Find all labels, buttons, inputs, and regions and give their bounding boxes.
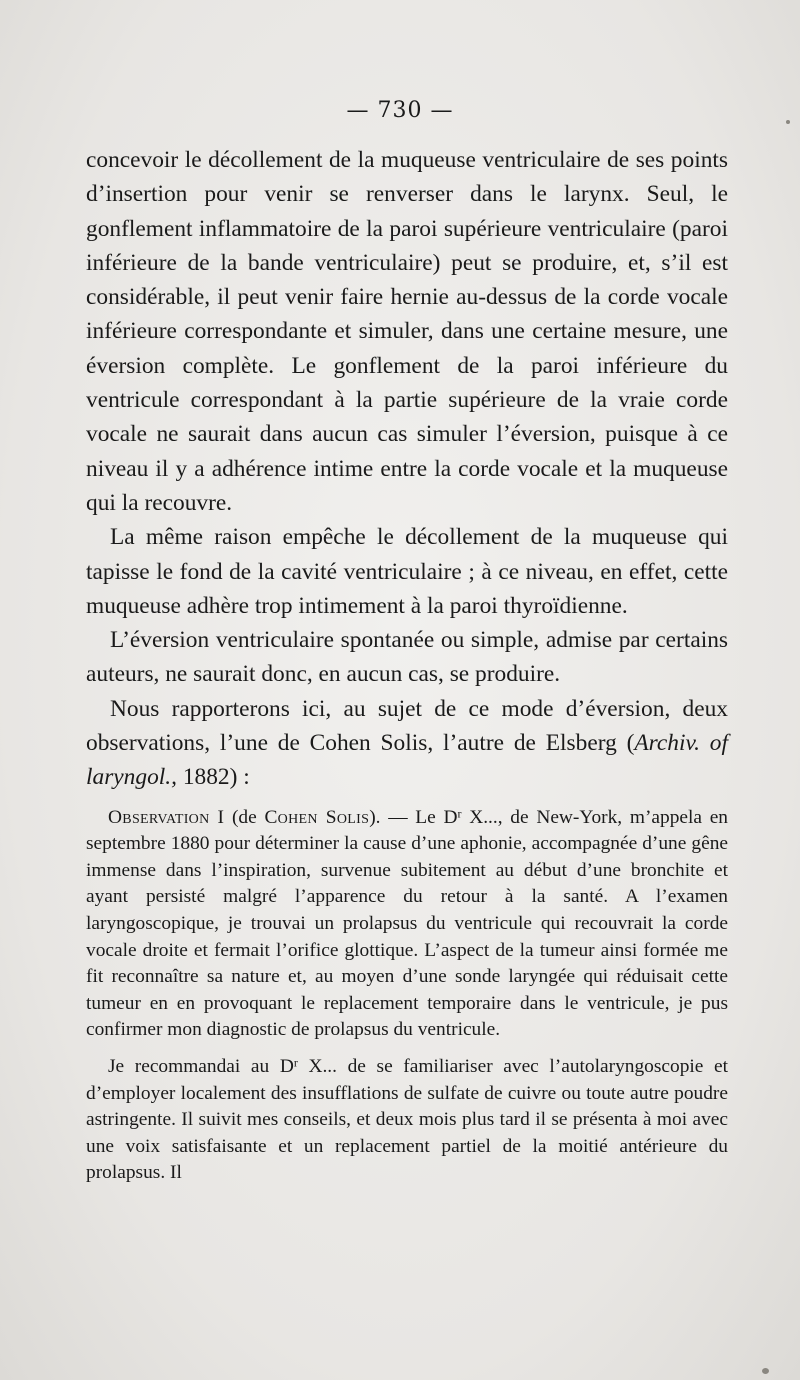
paragraph-4-end: 1882) : [176, 764, 250, 791]
citation-archiv: Archiv. of laryngol., [86, 730, 728, 791]
paragraph-3: L’éversion ventriculaire spontanée ou simple, admise par certains auteurs, ne saurait donc, en aucun cas, se produire. [86, 627, 728, 688]
paragraph-2: La même raison empêche le décollement de la muqueuse qui tapisse le fond de la cavité ventriculaire ; à ce niveau, en effet, cette muqueuse adhère trop intimement à la paroi thyroïdienne. [86, 524, 728, 619]
paragraph-4-text: Nous rapporterons ici, au sujet de ce mode d’éversion, deux observations, l’une de Cohen Solis, l’autre de Elsberg ( [86, 695, 728, 757]
observation-paragraph [86, 805, 728, 1044]
closing-paragraph [86, 1054, 728, 1187]
paragraph-4 [86, 692, 728, 795]
observation-block [86, 805, 728, 1187]
scan-speck [762, 1368, 769, 1374]
main-text-block [86, 143, 728, 795]
doctor-abbrev: D [443, 806, 458, 828]
observation-author-suffix: ). — Le [369, 806, 444, 828]
doctor-abbrev-2-sup: r [293, 1055, 298, 1070]
page-number: — 730 — [346, 98, 454, 123]
observation-heading: Observation I [108, 806, 225, 828]
closing-paragraph-text: X... de se familiariser avec l’autolaryngoscopie et d’employer localement des insufflations de sulfate de cuivre ou toute autre poudre astringente. Il suivit mes conseils, et deux mois plus tard il se présenta à moi avec une voix satisfaisante et un replacement partiel de la moitié antérieure du prolapsus. Il [86, 1055, 728, 1184]
doctor-abbrev-2: D [279, 1055, 294, 1077]
closing-paragraph-start: Je recommandai au [108, 1055, 280, 1077]
observation-author-prefix: (de [224, 806, 265, 828]
observation-text: X..., de New-York, m’appela en septembre 1880 pour déterminer la cause d’une aphonie, accompagnée d’une gêne immense dans l’inspiration, survenue subitement au début d’une bronchite et ayant persisté malgré l’apparence du retour à la santé. A l’examen laryngoscopique, je trouvai un prolapsus du ventricule qui recouvrait la corde vocale droite et fermait l’orifice glottique. L’aspect de la tumeur ainsi formée me fit reconnaître sa nature et, au moyen d’une sonde laryngée qui réduisait cette tumeur en en provoquant le replacement temporaire dans le ventricule, je pus confirmer mon diagnostic de prolapsus du ventricule. [86, 806, 729, 1041]
observation-author: Cohen Solis [264, 806, 370, 828]
paragraph-1: concevoir le décollement de la muqueuse ventriculaire de ses points d’insertion pour venir se renverser dans le larynx. Seul, le gonflement inflammatoire de la paroi supérieure ventriculaire (paroi inférieure de la bande ventriculaire) peut se produire, et, s’il est considérable, il peut venir faire hernie au-dessus de la corde vocale inférieure correspondante et simuler, dans une certaine mesure, une éversion complète. Le gonflement de la paroi inférieure du ventricule correspondant à la partie supérieure de la vraie corde vocale ne saurait dans aucun cas simuler l’éversion, puisque à ce niveau il y a adhérence intime entre la corde vocale et la muqueuse qui la recouvre. [86, 147, 728, 516]
page-body [86, 143, 728, 1187]
doctor-abbrev-sup: r [457, 806, 462, 821]
scan-speck [786, 120, 790, 124]
